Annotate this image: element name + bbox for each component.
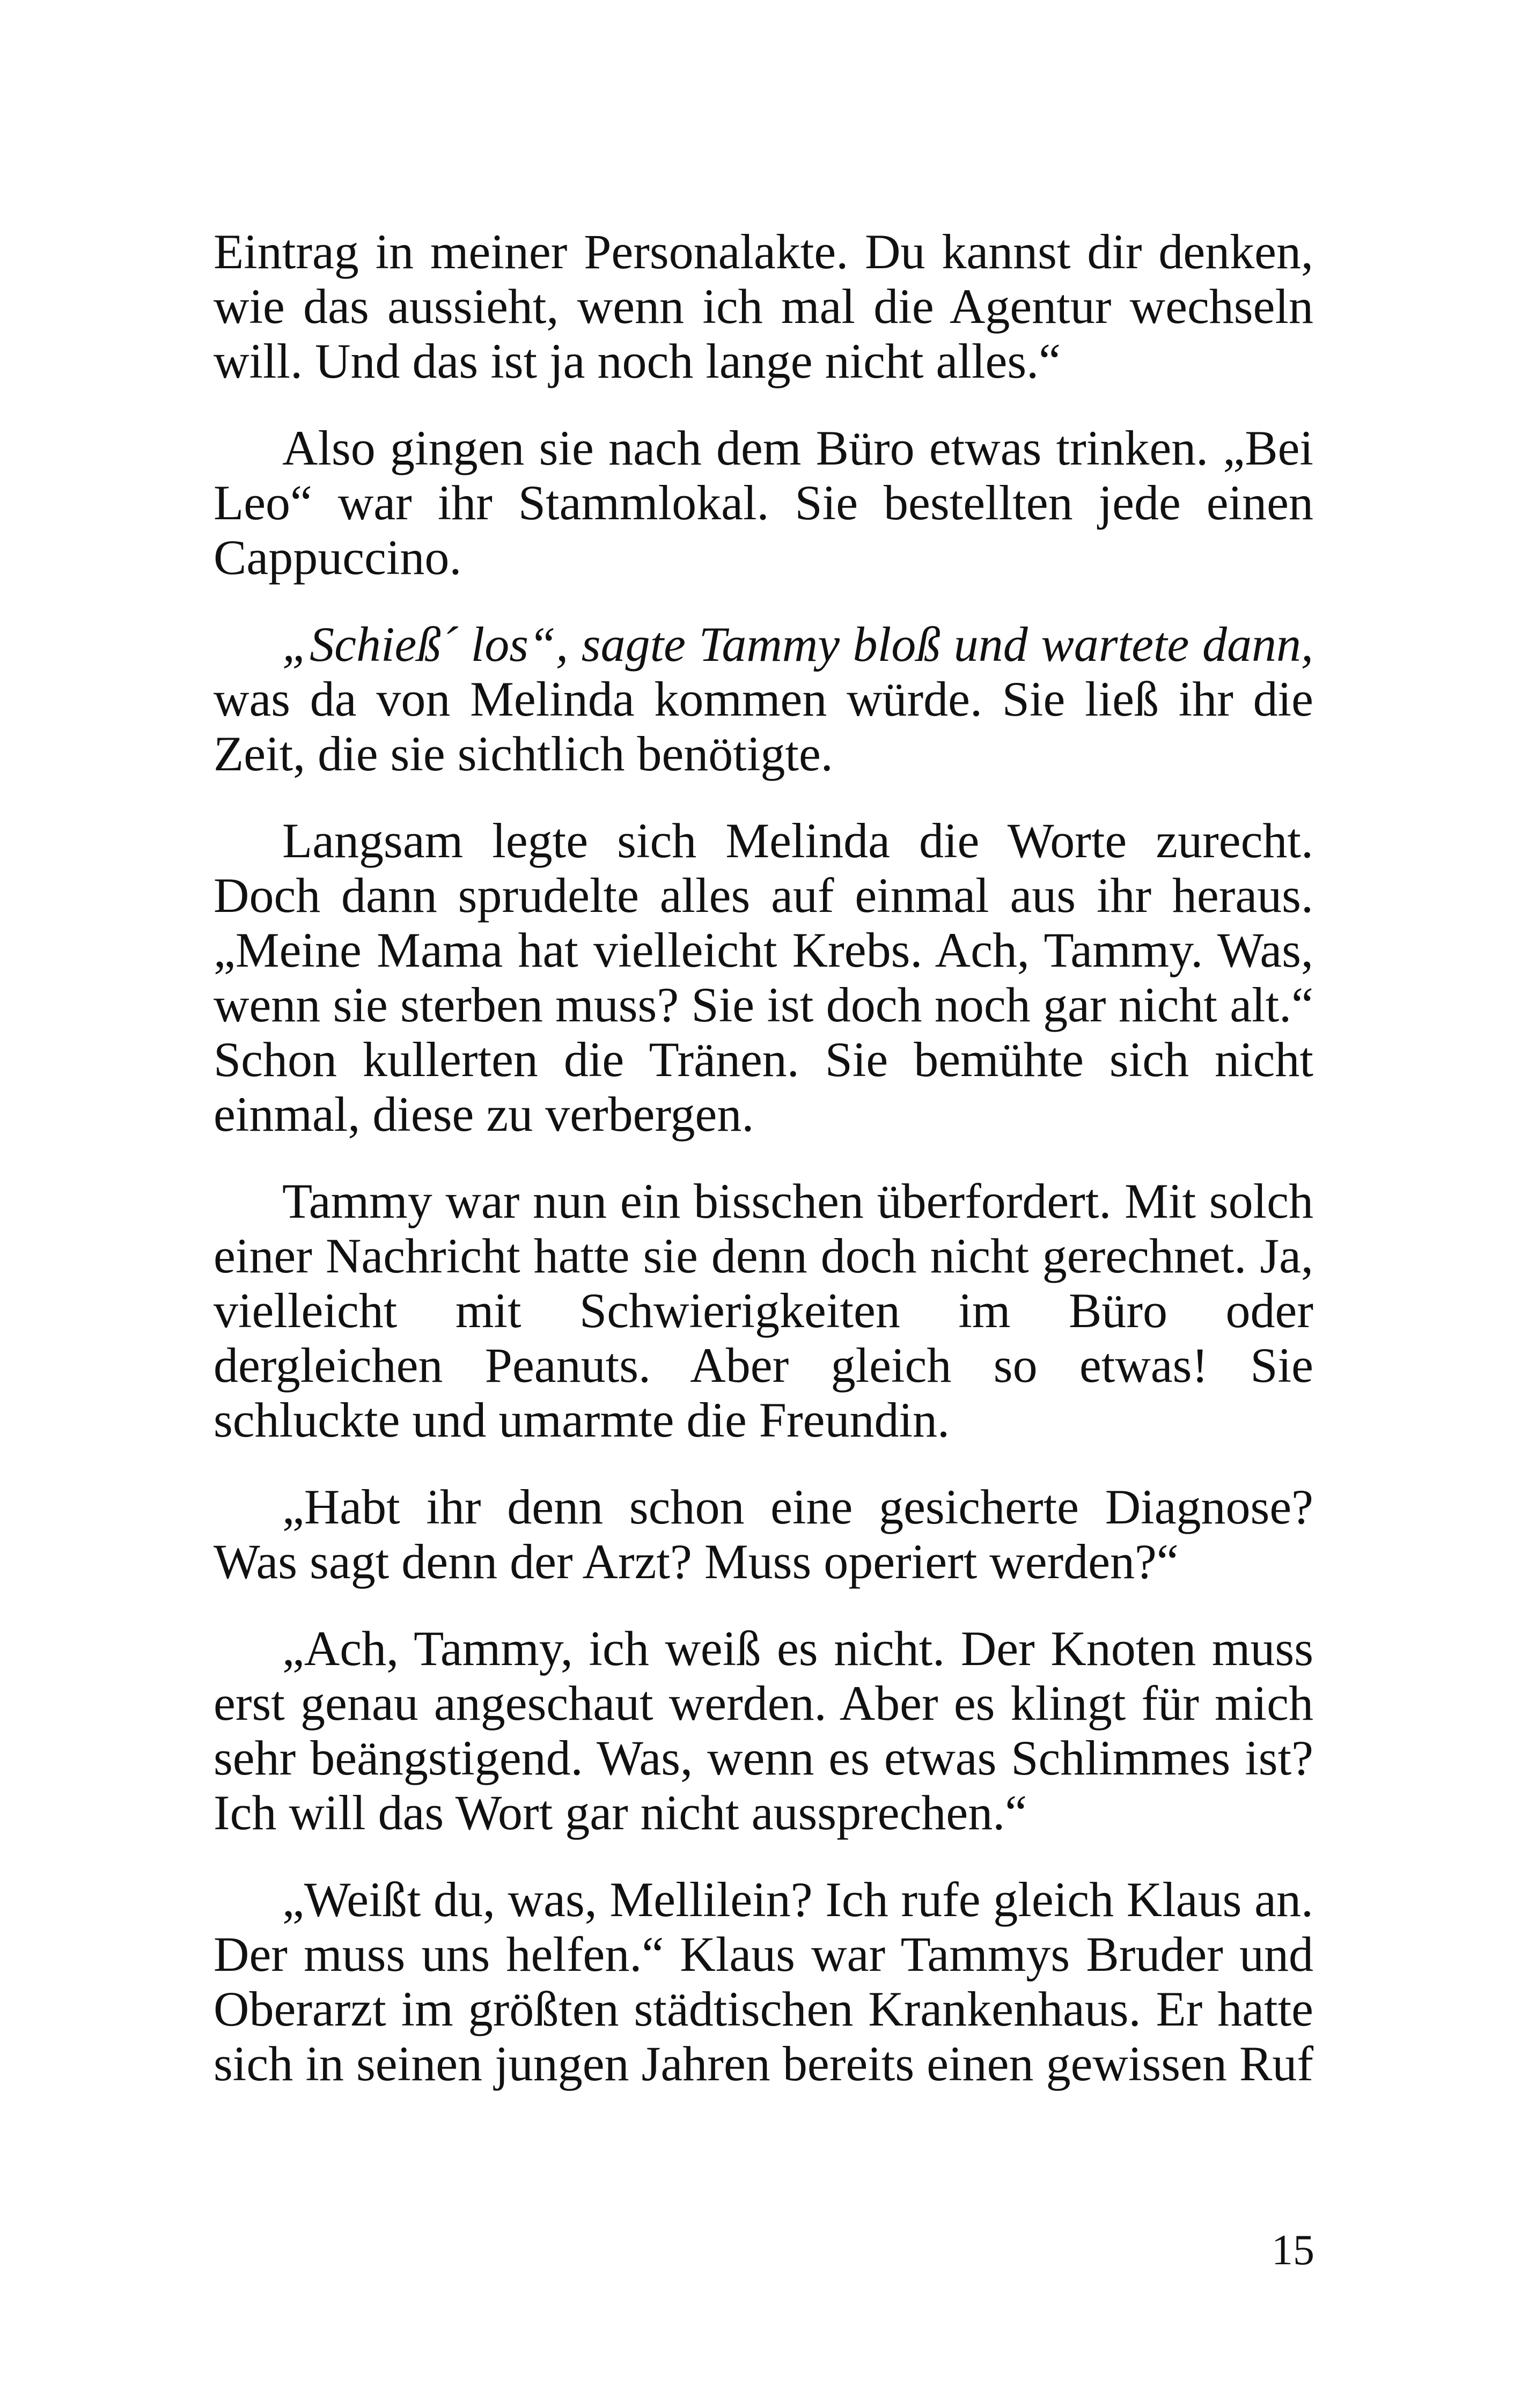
- paragraph-3: [214, 617, 1313, 781]
- body-text: [214, 224, 1313, 2091]
- paragraph-4: Langsam legte sich Melinda die Worte zurecht. Doch dann sprudelte alles auf einmal aus ihr heraus. „Meine Mama hat vielleicht Krebs. Ach, Tammy. Was, wenn sie sterben muss? Sie ist doch noch gar nicht alt.“ Schon kullerten die Tränen. Sie bemühte sich nicht einmal, diese zu verbergen.: [214, 813, 1313, 1142]
- page-number: 15: [1272, 2227, 1314, 2274]
- paragraph-6: „Habt ihr denn schon eine gesicherte Diagnose? Was sagt denn der Arzt? Muss operiert werden?“: [214, 1479, 1313, 1589]
- paragraph-5: Tammy war nun ein bisschen überfordert. Mit solch einer Nachricht hatte sie denn doch nicht gerechnet. Ja, vielleicht mit Schwierigkeiten im Büro oder dergleichen Peanuts. Aber gleich so etwas! Sie schluckte und umarmte die Freundin.: [214, 1174, 1313, 1447]
- paragraph-3-text: was da von Melinda kommen würde. Sie ließ ihr die Zeit, die sie sichtlich benötigte.: [214, 672, 1313, 781]
- paragraph-1: Eintrag in meiner Personalakte. Du kannst dir denken, wie das aussieht, wenn ich mal die Agentur wechseln will. Und das ist ja noch lange nicht alles.“: [214, 224, 1313, 388]
- paragraph-7: „Ach, Tammy, ich weiß es nicht. Der Knoten muss erst genau angeschaut werden. Aber es klingt für mich sehr beängstigend. Was, wenn es etwas Schlimmes ist? Ich will das Wort gar nicht aussprechen.“: [214, 1621, 1313, 1840]
- paragraph-3-italic: „Schieß´ los“, sagte Tammy bloß und wartete dann,: [282, 617, 1313, 672]
- paragraph-8: „Weißt du, was, Mellilein? Ich rufe gleich Klaus an. Der muss uns helfen.“ Klaus war Tammys Bruder und Oberarzt im größten städtischen Krankenhaus. Er hatte sich in seinen jungen Jahren bereits einen gewissen Ruf: [214, 1872, 1313, 2091]
- paragraph-2: Also gingen sie nach dem Büro etwas trinken. „Bei Leo“ war ihr Stammlokal. Sie bestellten jede einen Cappuccino.: [214, 421, 1313, 585]
